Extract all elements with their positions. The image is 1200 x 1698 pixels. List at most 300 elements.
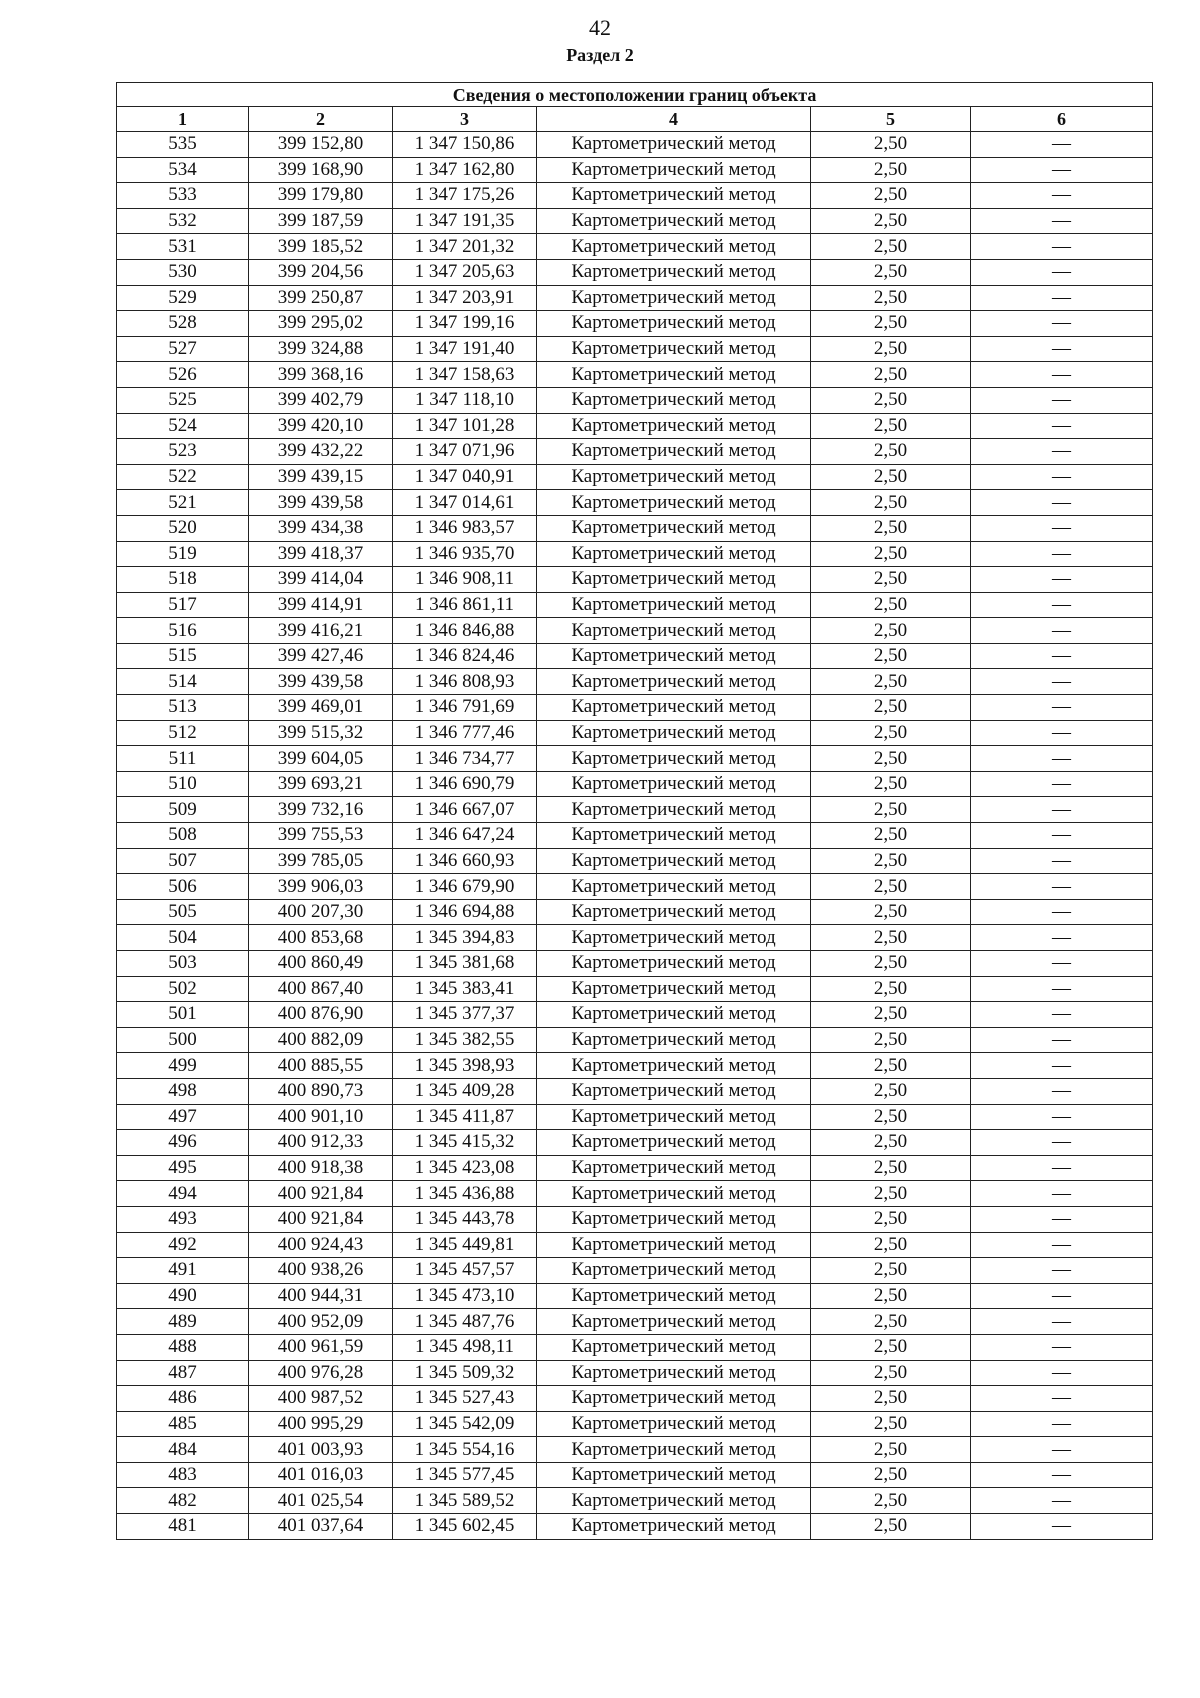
y-coordinate-cell: 1 346 647,24 bbox=[393, 823, 537, 849]
table-row bbox=[117, 336, 1153, 362]
method-cell: Картометрический метод bbox=[537, 618, 811, 644]
note-cell: — bbox=[971, 1104, 1153, 1130]
point-number-cell: 528 bbox=[117, 311, 249, 337]
y-coordinate-cell: 1 347 203,91 bbox=[393, 285, 537, 311]
x-coordinate-cell: 401 025,54 bbox=[249, 1488, 393, 1514]
accuracy-cell: 2,50 bbox=[811, 1155, 971, 1181]
accuracy-cell: 2,50 bbox=[811, 695, 971, 721]
note-cell: — bbox=[971, 925, 1153, 951]
accuracy-cell: 2,50 bbox=[811, 1130, 971, 1156]
method-cell: Картометрический метод bbox=[537, 413, 811, 439]
method-cell: Картометрический метод bbox=[537, 1206, 811, 1232]
x-coordinate-cell: 399 604,05 bbox=[249, 746, 393, 772]
method-cell: Картометрический метод bbox=[537, 1437, 811, 1463]
table-row bbox=[117, 695, 1153, 721]
table-row bbox=[117, 899, 1153, 925]
point-number-cell: 509 bbox=[117, 797, 249, 823]
note-cell: — bbox=[971, 797, 1153, 823]
column-header: 6 bbox=[971, 107, 1153, 132]
method-cell: Картометрический метод bbox=[537, 1514, 811, 1540]
note-cell: — bbox=[971, 874, 1153, 900]
y-coordinate-cell: 1 346 861,11 bbox=[393, 592, 537, 618]
method-cell: Картометрический метод bbox=[537, 208, 811, 234]
accuracy-cell: 2,50 bbox=[811, 925, 971, 951]
x-coordinate-cell: 399 414,91 bbox=[249, 592, 393, 618]
table-row bbox=[117, 618, 1153, 644]
accuracy-cell: 2,50 bbox=[811, 1104, 971, 1130]
point-number-cell: 519 bbox=[117, 541, 249, 567]
table-row bbox=[117, 592, 1153, 618]
point-number-cell: 524 bbox=[117, 413, 249, 439]
note-cell: — bbox=[971, 157, 1153, 183]
y-coordinate-cell: 1 345 602,45 bbox=[393, 1514, 537, 1540]
x-coordinate-cell: 399 906,03 bbox=[249, 874, 393, 900]
note-cell: — bbox=[971, 1488, 1153, 1514]
method-cell: Картометрический метод bbox=[537, 1155, 811, 1181]
table-row bbox=[117, 643, 1153, 669]
x-coordinate-cell: 399 152,80 bbox=[249, 132, 393, 158]
method-cell: Картометрический метод bbox=[537, 515, 811, 541]
x-coordinate-cell: 400 876,90 bbox=[249, 1002, 393, 1028]
note-cell: — bbox=[971, 1462, 1153, 1488]
note-cell: — bbox=[971, 848, 1153, 874]
method-cell: Картометрический метод bbox=[537, 1360, 811, 1386]
accuracy-cell: 2,50 bbox=[811, 1309, 971, 1335]
table-row bbox=[117, 720, 1153, 746]
accuracy-cell: 2,50 bbox=[811, 387, 971, 413]
point-number-cell: 530 bbox=[117, 259, 249, 285]
table-row bbox=[117, 1488, 1153, 1514]
note-cell: — bbox=[971, 976, 1153, 1002]
x-coordinate-cell: 399 439,15 bbox=[249, 464, 393, 490]
y-coordinate-cell: 1 347 199,16 bbox=[393, 311, 537, 337]
note-cell: — bbox=[971, 208, 1153, 234]
x-coordinate-cell: 400 938,26 bbox=[249, 1258, 393, 1284]
y-coordinate-cell: 1 346 791,69 bbox=[393, 695, 537, 721]
note-cell: — bbox=[971, 1309, 1153, 1335]
x-coordinate-cell: 399 295,02 bbox=[249, 311, 393, 337]
table-row bbox=[117, 208, 1153, 234]
table-row bbox=[117, 1078, 1153, 1104]
table-row bbox=[117, 874, 1153, 900]
table-row bbox=[117, 925, 1153, 951]
note-cell: — bbox=[971, 439, 1153, 465]
accuracy-cell: 2,50 bbox=[811, 1360, 971, 1386]
x-coordinate-cell: 400 912,33 bbox=[249, 1130, 393, 1156]
note-cell: — bbox=[971, 1002, 1153, 1028]
note-cell: — bbox=[971, 464, 1153, 490]
table-row bbox=[117, 1386, 1153, 1412]
y-coordinate-cell: 1 345 382,55 bbox=[393, 1027, 537, 1053]
note-cell: — bbox=[971, 1130, 1153, 1156]
table-row bbox=[117, 183, 1153, 209]
note-cell: — bbox=[971, 823, 1153, 849]
y-coordinate-cell: 1 345 527,43 bbox=[393, 1386, 537, 1412]
x-coordinate-cell: 399 168,90 bbox=[249, 157, 393, 183]
x-coordinate-cell: 400 860,49 bbox=[249, 951, 393, 977]
table-row bbox=[117, 1027, 1153, 1053]
note-cell: — bbox=[971, 1334, 1153, 1360]
table-row bbox=[117, 746, 1153, 772]
y-coordinate-cell: 1 346 660,93 bbox=[393, 848, 537, 874]
y-coordinate-cell: 1 346 808,93 bbox=[393, 669, 537, 695]
accuracy-cell: 2,50 bbox=[811, 1462, 971, 1488]
x-coordinate-cell: 399 420,10 bbox=[249, 413, 393, 439]
x-coordinate-cell: 399 204,56 bbox=[249, 259, 393, 285]
table-row bbox=[117, 797, 1153, 823]
table-row bbox=[117, 1514, 1153, 1540]
x-coordinate-cell: 399 250,87 bbox=[249, 285, 393, 311]
accuracy-cell: 2,50 bbox=[811, 1258, 971, 1284]
note-cell: — bbox=[971, 259, 1153, 285]
note-cell: — bbox=[971, 311, 1153, 337]
method-cell: Картометрический метод bbox=[537, 490, 811, 516]
x-coordinate-cell: 399 515,32 bbox=[249, 720, 393, 746]
accuracy-cell: 2,50 bbox=[811, 976, 971, 1002]
table-row bbox=[117, 1002, 1153, 1028]
table-row bbox=[117, 1258, 1153, 1284]
boundary-coordinates-table bbox=[116, 82, 1153, 1540]
method-cell: Картометрический метод bbox=[537, 567, 811, 593]
x-coordinate-cell: 400 924,43 bbox=[249, 1232, 393, 1258]
y-coordinate-cell: 1 345 394,83 bbox=[393, 925, 537, 951]
y-coordinate-cell: 1 345 577,45 bbox=[393, 1462, 537, 1488]
x-coordinate-cell: 400 867,40 bbox=[249, 976, 393, 1002]
x-coordinate-cell: 399 785,05 bbox=[249, 848, 393, 874]
table-row bbox=[117, 362, 1153, 388]
method-cell: Картометрический метод bbox=[537, 848, 811, 874]
accuracy-cell: 2,50 bbox=[811, 720, 971, 746]
accuracy-cell: 2,50 bbox=[811, 515, 971, 541]
point-number-cell: 522 bbox=[117, 464, 249, 490]
method-cell: Картометрический метод bbox=[537, 1411, 811, 1437]
accuracy-cell: 2,50 bbox=[811, 1411, 971, 1437]
point-number-cell: 499 bbox=[117, 1053, 249, 1079]
y-coordinate-cell: 1 346 824,46 bbox=[393, 643, 537, 669]
point-number-cell: 497 bbox=[117, 1104, 249, 1130]
y-coordinate-cell: 1 345 409,28 bbox=[393, 1078, 537, 1104]
accuracy-cell: 2,50 bbox=[811, 899, 971, 925]
point-number-cell: 529 bbox=[117, 285, 249, 311]
point-number-cell: 483 bbox=[117, 1462, 249, 1488]
method-cell: Картометрический метод bbox=[537, 925, 811, 951]
note-cell: — bbox=[971, 720, 1153, 746]
table-row bbox=[117, 439, 1153, 465]
method-cell: Картометрический метод bbox=[537, 976, 811, 1002]
note-cell: — bbox=[971, 1258, 1153, 1284]
accuracy-cell: 2,50 bbox=[811, 567, 971, 593]
y-coordinate-cell: 1 347 118,10 bbox=[393, 387, 537, 413]
y-coordinate-cell: 1 345 398,93 bbox=[393, 1053, 537, 1079]
note-cell: — bbox=[971, 387, 1153, 413]
accuracy-cell: 2,50 bbox=[811, 1206, 971, 1232]
method-cell: Картометрический метод bbox=[537, 132, 811, 158]
method-cell: Картометрический метод bbox=[537, 1181, 811, 1207]
note-cell: — bbox=[971, 899, 1153, 925]
column-header: 5 bbox=[811, 107, 971, 132]
point-number-cell: 512 bbox=[117, 720, 249, 746]
y-coordinate-cell: 1 345 589,52 bbox=[393, 1488, 537, 1514]
accuracy-cell: 2,50 bbox=[811, 618, 971, 644]
accuracy-cell: 2,50 bbox=[811, 439, 971, 465]
note-cell: — bbox=[971, 515, 1153, 541]
point-number-cell: 498 bbox=[117, 1078, 249, 1104]
point-number-cell: 503 bbox=[117, 951, 249, 977]
y-coordinate-cell: 1 346 908,11 bbox=[393, 567, 537, 593]
note-cell: — bbox=[971, 1437, 1153, 1463]
x-coordinate-cell: 400 901,10 bbox=[249, 1104, 393, 1130]
point-number-cell: 501 bbox=[117, 1002, 249, 1028]
column-number-row bbox=[117, 107, 1153, 132]
accuracy-cell: 2,50 bbox=[811, 823, 971, 849]
method-cell: Картометрический метод bbox=[537, 1002, 811, 1028]
accuracy-cell: 2,50 bbox=[811, 1181, 971, 1207]
table-row bbox=[117, 976, 1153, 1002]
x-coordinate-cell: 400 882,09 bbox=[249, 1027, 393, 1053]
point-number-cell: 516 bbox=[117, 618, 249, 644]
y-coordinate-cell: 1 345 381,68 bbox=[393, 951, 537, 977]
method-cell: Картометрический метод bbox=[537, 592, 811, 618]
y-coordinate-cell: 1 345 498,11 bbox=[393, 1334, 537, 1360]
table-caption: Сведения о местоположении границ объекта bbox=[117, 83, 1153, 107]
x-coordinate-cell: 399 693,21 bbox=[249, 771, 393, 797]
y-coordinate-cell: 1 345 457,57 bbox=[393, 1258, 537, 1284]
column-header: 4 bbox=[537, 107, 811, 132]
y-coordinate-cell: 1 347 014,61 bbox=[393, 490, 537, 516]
accuracy-cell: 2,50 bbox=[811, 771, 971, 797]
table-row bbox=[117, 311, 1153, 337]
note-cell: — bbox=[971, 1155, 1153, 1181]
point-number-cell: 510 bbox=[117, 771, 249, 797]
table-row bbox=[117, 234, 1153, 260]
x-coordinate-cell: 401 003,93 bbox=[249, 1437, 393, 1463]
method-cell: Картометрический метод bbox=[537, 1488, 811, 1514]
x-coordinate-cell: 399 187,59 bbox=[249, 208, 393, 234]
y-coordinate-cell: 1 346 935,70 bbox=[393, 541, 537, 567]
note-cell: — bbox=[971, 1053, 1153, 1079]
note-cell: — bbox=[971, 592, 1153, 618]
y-coordinate-cell: 1 345 411,87 bbox=[393, 1104, 537, 1130]
method-cell: Картометрический метод bbox=[537, 183, 811, 209]
method-cell: Картометрический метод bbox=[537, 1386, 811, 1412]
point-number-cell: 485 bbox=[117, 1411, 249, 1437]
x-coordinate-cell: 400 987,52 bbox=[249, 1386, 393, 1412]
point-number-cell: 493 bbox=[117, 1206, 249, 1232]
x-coordinate-cell: 399 418,37 bbox=[249, 541, 393, 567]
note-cell: — bbox=[971, 541, 1153, 567]
point-number-cell: 532 bbox=[117, 208, 249, 234]
y-coordinate-cell: 1 346 694,88 bbox=[393, 899, 537, 925]
y-coordinate-cell: 1 347 150,86 bbox=[393, 132, 537, 158]
note-cell: — bbox=[971, 336, 1153, 362]
table-body bbox=[117, 132, 1153, 1540]
accuracy-cell: 2,50 bbox=[811, 285, 971, 311]
y-coordinate-cell: 1 346 679,90 bbox=[393, 874, 537, 900]
note-cell: — bbox=[971, 132, 1153, 158]
accuracy-cell: 2,50 bbox=[811, 1334, 971, 1360]
table-row bbox=[117, 1232, 1153, 1258]
x-coordinate-cell: 400 976,28 bbox=[249, 1360, 393, 1386]
method-cell: Картометрический метод bbox=[537, 1258, 811, 1284]
table-row bbox=[117, 848, 1153, 874]
y-coordinate-cell: 1 347 191,40 bbox=[393, 336, 537, 362]
accuracy-cell: 2,50 bbox=[811, 259, 971, 285]
x-coordinate-cell: 401 037,64 bbox=[249, 1514, 393, 1540]
note-cell: — bbox=[971, 285, 1153, 311]
table-row bbox=[117, 1283, 1153, 1309]
accuracy-cell: 2,50 bbox=[811, 746, 971, 772]
method-cell: Картометрический метод bbox=[537, 1104, 811, 1130]
x-coordinate-cell: 399 368,16 bbox=[249, 362, 393, 388]
accuracy-cell: 2,50 bbox=[811, 1514, 971, 1540]
point-number-cell: 521 bbox=[117, 490, 249, 516]
method-cell: Картометрический метод bbox=[537, 1283, 811, 1309]
y-coordinate-cell: 1 346 690,79 bbox=[393, 771, 537, 797]
accuracy-cell: 2,50 bbox=[811, 183, 971, 209]
accuracy-cell: 2,50 bbox=[811, 1437, 971, 1463]
note-cell: — bbox=[971, 490, 1153, 516]
x-coordinate-cell: 399 324,88 bbox=[249, 336, 393, 362]
point-number-cell: 535 bbox=[117, 132, 249, 158]
note-cell: — bbox=[971, 1206, 1153, 1232]
x-coordinate-cell: 400 890,73 bbox=[249, 1078, 393, 1104]
method-cell: Картометрический метод bbox=[537, 823, 811, 849]
method-cell: Картометрический метод bbox=[537, 669, 811, 695]
accuracy-cell: 2,50 bbox=[811, 234, 971, 260]
note-cell: — bbox=[971, 746, 1153, 772]
table-row bbox=[117, 1462, 1153, 1488]
point-number-cell: 527 bbox=[117, 336, 249, 362]
y-coordinate-cell: 1 345 487,76 bbox=[393, 1309, 537, 1335]
point-number-cell: 489 bbox=[117, 1309, 249, 1335]
table-row bbox=[117, 771, 1153, 797]
table-row bbox=[117, 1053, 1153, 1079]
x-coordinate-cell: 400 853,68 bbox=[249, 925, 393, 951]
accuracy-cell: 2,50 bbox=[811, 874, 971, 900]
y-coordinate-cell: 1 346 734,77 bbox=[393, 746, 537, 772]
x-coordinate-cell: 400 952,09 bbox=[249, 1309, 393, 1335]
note-cell: — bbox=[971, 951, 1153, 977]
method-cell: Картометрический метод bbox=[537, 439, 811, 465]
table-row bbox=[117, 1360, 1153, 1386]
point-number-cell: 523 bbox=[117, 439, 249, 465]
x-coordinate-cell: 399 432,22 bbox=[249, 439, 393, 465]
table-row bbox=[117, 387, 1153, 413]
point-number-cell: 494 bbox=[117, 1181, 249, 1207]
method-cell: Картометрический метод bbox=[537, 157, 811, 183]
accuracy-cell: 2,50 bbox=[811, 797, 971, 823]
y-coordinate-cell: 1 347 205,63 bbox=[393, 259, 537, 285]
y-coordinate-cell: 1 345 423,08 bbox=[393, 1155, 537, 1181]
method-cell: Картометрический метод bbox=[537, 1130, 811, 1156]
page-number: 42 bbox=[589, 15, 611, 40]
accuracy-cell: 2,50 bbox=[811, 157, 971, 183]
note-cell: — bbox=[971, 413, 1153, 439]
x-coordinate-cell: 399 414,04 bbox=[249, 567, 393, 593]
y-coordinate-cell: 1 346 667,07 bbox=[393, 797, 537, 823]
note-cell: — bbox=[971, 1232, 1153, 1258]
note-cell: — bbox=[971, 1514, 1153, 1540]
y-coordinate-cell: 1 345 554,16 bbox=[393, 1437, 537, 1463]
method-cell: Картометрический метод bbox=[537, 285, 811, 311]
table-row bbox=[117, 541, 1153, 567]
point-number-cell: 495 bbox=[117, 1155, 249, 1181]
accuracy-cell: 2,50 bbox=[811, 464, 971, 490]
method-cell: Картометрический метод bbox=[537, 720, 811, 746]
y-coordinate-cell: 1 345 509,32 bbox=[393, 1360, 537, 1386]
point-number-cell: 515 bbox=[117, 643, 249, 669]
note-cell: — bbox=[971, 1027, 1153, 1053]
y-coordinate-cell: 1 345 542,09 bbox=[393, 1411, 537, 1437]
method-cell: Картометрический метод bbox=[537, 771, 811, 797]
accuracy-cell: 2,50 bbox=[811, 1386, 971, 1412]
x-coordinate-cell: 401 016,03 bbox=[249, 1462, 393, 1488]
note-cell: — bbox=[971, 1411, 1153, 1437]
point-number-cell: 533 bbox=[117, 183, 249, 209]
table-row bbox=[117, 1181, 1153, 1207]
method-cell: Картометрический метод bbox=[537, 1078, 811, 1104]
column-header: 3 bbox=[393, 107, 537, 132]
point-number-cell: 486 bbox=[117, 1386, 249, 1412]
method-cell: Картометрический метод bbox=[537, 874, 811, 900]
method-cell: Картометрический метод bbox=[537, 1334, 811, 1360]
method-cell: Картометрический метод bbox=[537, 643, 811, 669]
method-cell: Картометрический метод bbox=[537, 695, 811, 721]
point-number-cell: 482 bbox=[117, 1488, 249, 1514]
accuracy-cell: 2,50 bbox=[811, 1488, 971, 1514]
point-number-cell: 492 bbox=[117, 1232, 249, 1258]
point-number-cell: 491 bbox=[117, 1258, 249, 1284]
table-row bbox=[117, 490, 1153, 516]
table-row bbox=[117, 1411, 1153, 1437]
note-cell: — bbox=[971, 669, 1153, 695]
note-cell: — bbox=[971, 234, 1153, 260]
accuracy-cell: 2,50 bbox=[811, 336, 971, 362]
y-coordinate-cell: 1 345 443,78 bbox=[393, 1206, 537, 1232]
point-number-cell: 520 bbox=[117, 515, 249, 541]
point-number-cell: 517 bbox=[117, 592, 249, 618]
point-number-cell: 514 bbox=[117, 669, 249, 695]
accuracy-cell: 2,50 bbox=[811, 951, 971, 977]
note-cell: — bbox=[971, 1181, 1153, 1207]
accuracy-cell: 2,50 bbox=[811, 669, 971, 695]
method-cell: Картометрический метод bbox=[537, 1232, 811, 1258]
x-coordinate-cell: 400 885,55 bbox=[249, 1053, 393, 1079]
x-coordinate-cell: 400 921,84 bbox=[249, 1181, 393, 1207]
point-number-cell: 513 bbox=[117, 695, 249, 721]
table-row bbox=[117, 259, 1153, 285]
table-row bbox=[117, 1206, 1153, 1232]
y-coordinate-cell: 1 347 191,35 bbox=[393, 208, 537, 234]
method-cell: Картометрический метод bbox=[537, 1309, 811, 1335]
method-cell: Картометрический метод bbox=[537, 951, 811, 977]
note-cell: — bbox=[971, 1078, 1153, 1104]
point-number-cell: 505 bbox=[117, 899, 249, 925]
table-row bbox=[117, 823, 1153, 849]
method-cell: Картометрический метод bbox=[537, 387, 811, 413]
x-coordinate-cell: 400 995,29 bbox=[249, 1411, 393, 1437]
table-row bbox=[117, 157, 1153, 183]
point-number-cell: 488 bbox=[117, 1334, 249, 1360]
table-row bbox=[117, 951, 1153, 977]
x-coordinate-cell: 400 921,84 bbox=[249, 1206, 393, 1232]
accuracy-cell: 2,50 bbox=[811, 643, 971, 669]
note-cell: — bbox=[971, 695, 1153, 721]
y-coordinate-cell: 1 345 436,88 bbox=[393, 1181, 537, 1207]
accuracy-cell: 2,50 bbox=[811, 1232, 971, 1258]
x-coordinate-cell: 399 439,58 bbox=[249, 490, 393, 516]
method-cell: Картометрический метод bbox=[537, 746, 811, 772]
